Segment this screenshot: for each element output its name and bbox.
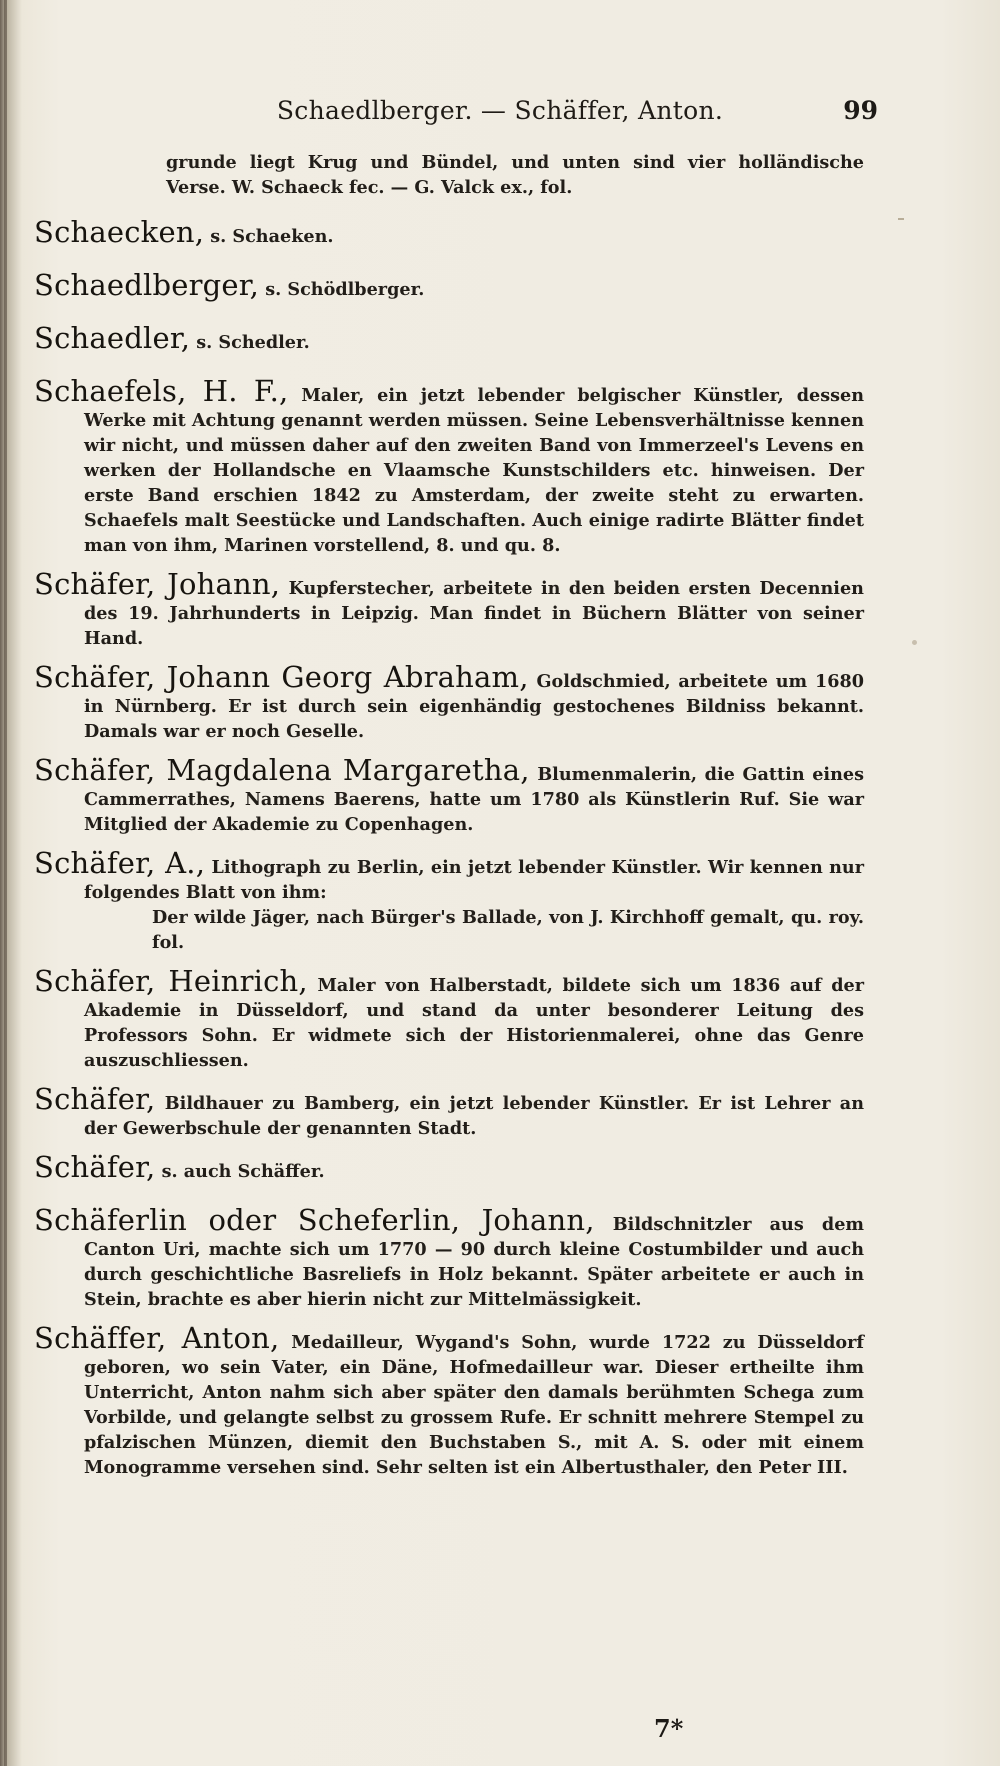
entry-headword: Schäfer, Johann Georg Abraham, (34, 660, 529, 694)
entry-schaedler (34, 321, 864, 355)
entry-text: Bildschnitzler aus dem Canton Uri, machte sich um 1770 — 90 durch kleine Costumbilder und auch durch geschichtliche Basreliefs in Holz bekannt. Später arbeitete er auch in Stein, brachte es aber hierin nicht zur Mittelmässigkeit. (84, 1214, 864, 1310)
entry-text: s. auch Schäffer. (155, 1161, 325, 1182)
entry-text: Maler, ein jetzt lebender belgischer Künstler, dessen Werke mit Achtung genannt werden müssen. Seine Lebensverhältnisse kennen wir nicht, und müssen daher auf den zweiten Band von Immerzeel's Levens en werken der Hollandsche en Vlaamsche Kunstschilders etc. hinweisen. Der erste Band erschien 1842 zu Amsterdam, der zweite steht zu erwarten. Schaefels malt Seestücke und Landschaften. Auch einige radirte Blätter findet man von ihm, Marinen vorstellend, 8. und qu. 8. (84, 385, 864, 556)
entry-headword: Schäfer, Heinrich, (34, 964, 308, 998)
entry-text: Maler von Halberstadt, bildete sich um 1836 auf der Akademie in Düsseldorf, und stand da unter besonderer Leitung des Professors Sohn. Er widmete sich der Historienmalerei, ohne das Genre auszuschliessen. (84, 975, 864, 1071)
entry-schaefer-johann-georg-abraham (34, 660, 864, 744)
entry-text: Bildhauer zu Bamberg, ein jetzt lebender Künstler. Er ist Lehrer an der Gewerbschule der genannten Stadt. (84, 1093, 864, 1139)
entry-headword: Schaecken, (34, 215, 205, 249)
entry-quote: Der wilde Jäger, nach Bürger's Ballade, von J. Kirchhoff gemalt, qu. roy. fol. (152, 907, 864, 953)
entry-schaefels (34, 374, 864, 558)
page-number: 99 (843, 96, 878, 125)
entry-headword: Schäfer, A., (34, 846, 206, 880)
entry-schaeffer-anton (34, 1321, 864, 1480)
entry-headword: Schäfer, (34, 1150, 156, 1184)
entry-schaefer-bildhauer (34, 1082, 864, 1141)
entry-headword: Schäffer, Anton, (34, 1321, 280, 1355)
entry-text: s. Schödlberger. (259, 279, 425, 300)
entry-schaeferlin (34, 1203, 864, 1312)
entry-schaefer-a (34, 846, 864, 955)
entry-schaefer-heinrich (34, 964, 864, 1073)
paper-speck (912, 640, 917, 645)
entry-headword: Schaefels, H. F., (34, 374, 289, 408)
entry-schaedlberger (34, 268, 864, 302)
entry-headword: Schaedlberger, (34, 268, 260, 302)
entry-headword: Schaedler, (34, 321, 191, 355)
signature-mark: 7* (654, 1714, 684, 1743)
entry-text: Lithograph zu Berlin, ein jetzt lebender Künstler. Wir kennen nur folgendes Blatt von ihm: (84, 857, 864, 903)
paper-speck (898, 218, 904, 220)
entry-text: s. Schedler. (190, 332, 310, 353)
entry-schaecken (34, 215, 864, 249)
entry-text: Medailleur, Wygand's Sohn, wurde 1722 zu Düsseldorf geboren, wo sein Vater, ein Däne, Hofmedailleur war. Dieser ertheilte ihm Unterricht, Anton nahm sich aber später den damals berühmten Schega zum Vorbilde, und gelangte selbst zu grossem Rufe. Er schnitt mehrere Stempel zu pfalzischen Münzen, diemit den Buchstaben S., mit A. S. oder mit einem Monogramme versehen sind. Sehr selten ist ein Albertusthaler, den Peter III. (84, 1332, 864, 1478)
entry-schaefer-see-also (34, 1150, 864, 1184)
continued-paragraph: grunde liegt Krug und Bündel, und unten sind vier holländische Verse. W. Schaeck fec. — G. Valck ex., fol. (166, 152, 864, 198)
entry-headword: Schäfer, Magdalena Margaretha, (34, 753, 530, 787)
entry-schaefer-johann (34, 567, 864, 651)
dictionary-column (34, 150, 864, 1494)
running-head: Schaedlberger. — Schäffer, Anton. (276, 96, 724, 125)
entry-schaefer-magdalena-margaretha (34, 753, 865, 837)
entry-text: s. Schaeken. (204, 226, 334, 247)
entry-text: Blumenmalerin, die Gattin eines Cammerrathes, Namens Baerens, hatte um 1780 als Künstlerin Ruf. Sie war Mitglied der Akademie zu Copenhagen. (84, 764, 865, 835)
entry-text: Kupferstecher, arbeitete in den beiden ersten Decennien des 19. Jahrhunderts in Leipzig. Man findet in Büchern Blätter von seiner Hand. (84, 578, 864, 649)
book-spine-edge (4, 0, 7, 1766)
entry-headword: Schäfer, (34, 1082, 156, 1116)
entry-text: Goldschmied, arbeitete um 1680 in Nürnberg. Er ist durch sein eigenhändig gestochenes Bildniss bekannt. Damals war er noch Geselle. (84, 671, 864, 742)
page-header (0, 96, 1000, 136)
entry-headword: Schäfer, Johann, (34, 567, 281, 601)
entry-headword: Schäferlin oder Scheferlin, Johann, (34, 1203, 595, 1237)
